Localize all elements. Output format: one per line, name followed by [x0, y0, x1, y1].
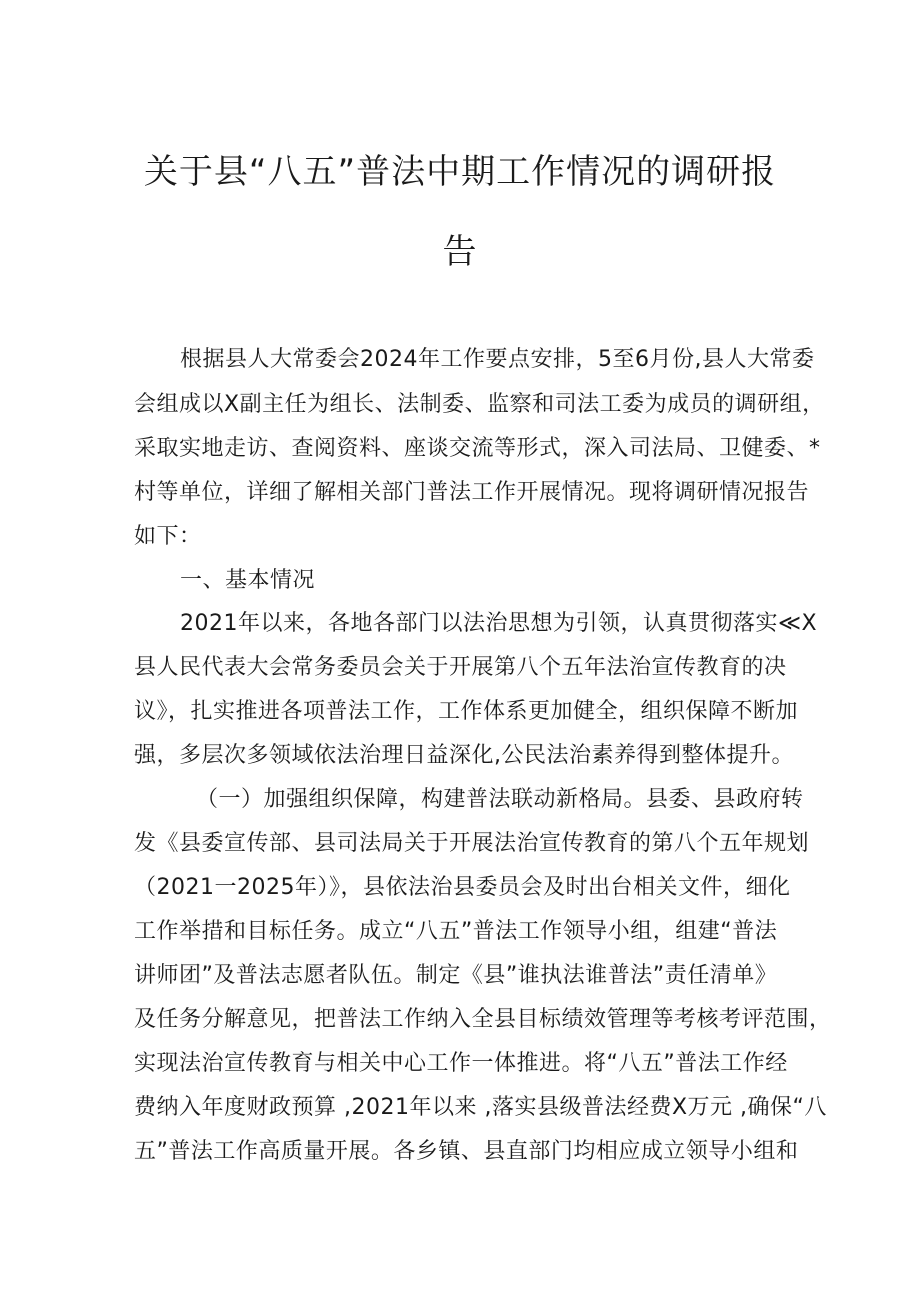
paragraph-line: 2021年以来，各地各部门以法治思想为引领，认真贯彻落实≪X	[180, 611, 818, 636]
paragraph-line: 强，多层次多领域依法治理日益深化,公民法治素养得到整体提升。	[134, 743, 794, 768]
paragraph-line: 费纳入年度财政预算 ,2021年以来 ,落实县级普法经费X万元 ,确保“八	[134, 1095, 827, 1120]
document-title-line-2: 告	[442, 232, 478, 272]
paragraph-line: 会组成以X副主任为组长、法制委、监察和司法工委为成员的调研组，	[134, 392, 825, 417]
paragraph-line: 议》，扎实推进各项普法工作，工作体系更加健全，组织保障不断加	[134, 699, 799, 724]
paragraph-line: 五”普法工作高质量开展。各乡镇、县直部门均相应成立领导小组和	[134, 1139, 799, 1164]
paragraph-line: 实现法治宣传教育与相关中心工作一体推进。将“八五”普法工作经	[134, 1051, 788, 1076]
subsection-line: （一）加强组织保障，构建普法联动新格局。县委、县政府转	[196, 787, 804, 812]
section-heading: 一、基本情况	[180, 568, 316, 593]
paragraph-line: 县人民代表大会常务委员会关于开展第八个五年法治宣传教育的决	[134, 655, 787, 680]
paragraph-line: （2021一2025年）》，县依法治县委员会及时出台相关文件，细化	[134, 875, 791, 900]
paragraph-line: 发《县委宣传部、县司法局关于开展法治宣传教育的第八个五年规划	[134, 831, 810, 856]
paragraph-line: 采取实地走访、查阅资料、座谈交流等形式，深入司法局、卫健委、*	[134, 436, 821, 461]
paragraph-line: 工作举措和目标任务。成立“八五”普法工作领导小组，组建“普法	[134, 919, 778, 944]
paragraph-line: 及任务分解意见，把普法工作纳入全县目标绩效管理等考核考评范围，	[134, 1007, 832, 1032]
paragraph-line: 村等单位，详细了解相关部门普法工作开展情况。现将调研情况报告	[134, 480, 810, 505]
paragraph-line: 根据县人大常委会2024年工作要点安排，5至6月份,县人大常委	[180, 347, 815, 372]
paragraph-line: 讲师团”及普法志愿者队伍。制定《县”谁执法谁普法”责任清单》	[134, 963, 778, 988]
paragraph-line: 如下：	[134, 524, 202, 549]
document-title-line-1: 关于县“八五”普法中期工作情况的调研报	[143, 152, 777, 192]
